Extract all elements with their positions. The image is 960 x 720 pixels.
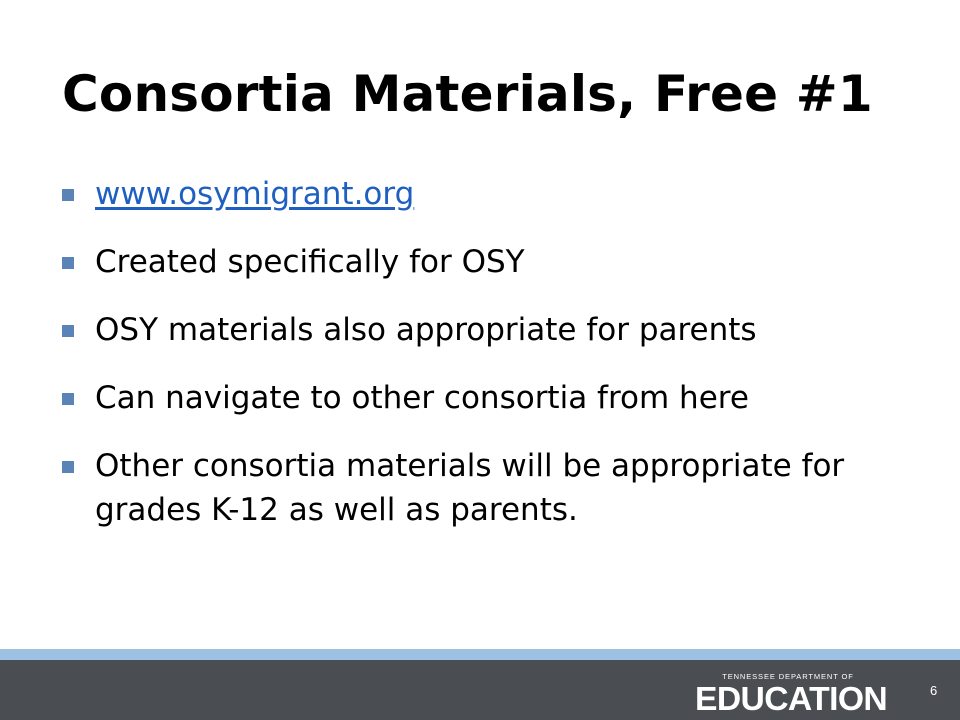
- tn-education-logo: [695, 672, 915, 718]
- slide-title: Consortia Materials, Free #1: [62, 65, 873, 123]
- bullet-text: OSY materials also appropriate for parents: [95, 312, 757, 348]
- footer-accent-stripe: [0, 649, 960, 660]
- bullet-item: [62, 444, 922, 532]
- page-number: 6: [930, 683, 938, 698]
- logo-department-text: TENNESSEE DEPARTMENT OF: [722, 672, 854, 681]
- bullet-text: Other consortia materials will be appropriate for grades K-12 as well as parents.: [95, 448, 845, 528]
- square-bullet-icon: [62, 461, 74, 473]
- bullet-item: [62, 376, 922, 420]
- square-bullet-icon: [62, 393, 74, 405]
- bullet-item: [62, 240, 922, 284]
- square-bullet-icon: [62, 257, 74, 269]
- bullet-list: [62, 172, 922, 556]
- bullet-text: Created specifically for OSY: [95, 244, 525, 280]
- osymigrant-link[interactable]: www.osymigrant.org: [95, 176, 415, 212]
- bullet-item: [62, 308, 922, 352]
- bullet-item: [62, 172, 922, 216]
- square-bullet-icon: [62, 189, 74, 201]
- bullet-text: Can navigate to other consortia from here: [95, 380, 749, 416]
- logo-education-text: EDUCATION: [695, 680, 888, 717]
- square-bullet-icon: [62, 325, 74, 337]
